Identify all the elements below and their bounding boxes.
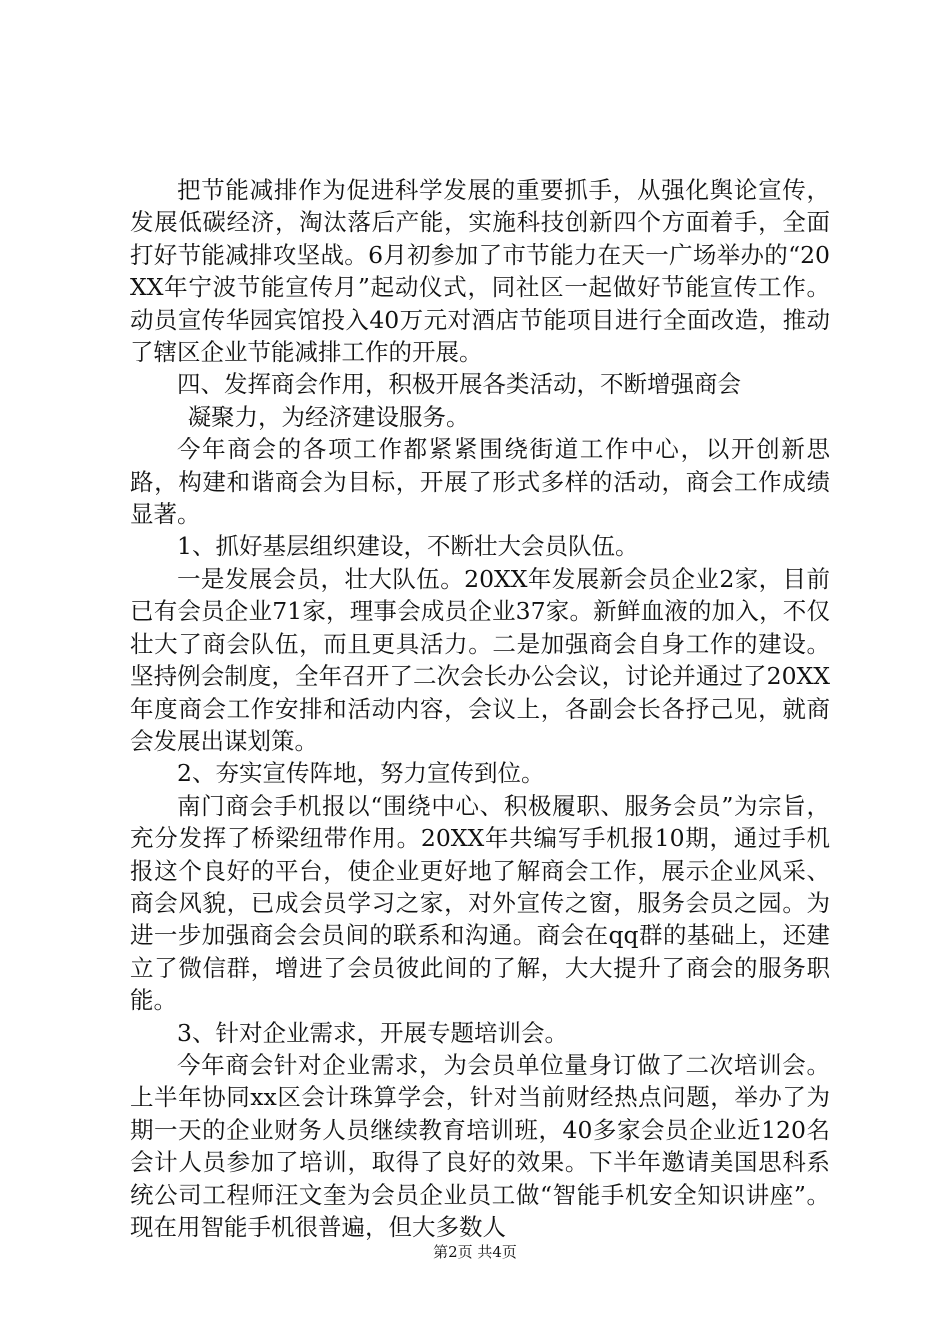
document-body xyxy=(130,174,830,1243)
page-number-footer: 第2页 共4页 xyxy=(433,1243,517,1261)
paragraph-energy-saving: 把节能减排作为促进科学发展的重要抓手，从强化舆论宣传，发展低碳经济，淘汰落后产能，实施科技创新四个方面着手，全面打好节能减排攻坚战。6月初参加了市节能力在天一广场举办的“20XX年宁波节能宣传月”起动仪式，同社区一起做好节能宣传工作。动员宣传华园宾馆投入40万元对酒店节能项目进行全面改造，推动了辖区企业节能减排工作的开展。 xyxy=(130,176,830,367)
subheading-1: 1、抓好基层组织建设，不断壮大会员队伍。 xyxy=(177,532,639,561)
section-heading-four-continued: 凝聚力，为经济建设服务。 xyxy=(187,402,470,431)
subheading-3: 3、针对企业需求，开展专题培训会。 xyxy=(177,1018,568,1047)
paragraph-publicity: 南门商会手机报以“围绕中心、积极履职、服务会员”为宗旨，充分发挥了桥梁纽带作用。20XX年共编写手机报10期，通过手机报这个良好的平台，使企业更好地了解商会工作，展示企业风采、商会风貌，已成会员学习之家，对外宣传之窗，服务会员之园。为进一步加强商会会员间的联系和沟通。商会在qq群的基础上，还建立了微信群，增进了会员彼此间的了解，大大提升了商会的服务职能。 xyxy=(130,791,830,1015)
paragraph-chamber-overview: 今年商会的各项工作都紧紧围绕街道工作中心，以开创新思路，构建和谐商会为目标，开展了形式多样的活动，商会工作成绩显著。 xyxy=(130,435,830,529)
paragraph-training: 今年商会针对企业需求，为会员单位量身订做了二次培训会。上半年协同xx区会计珠算学会，针对当前财经热点问题，举办了为期一天的企业财务人员继续教育培训班，40多家会员企业近120名会计人员参加了培训，取得了良好的效果。下半年邀请美国思科系统公司工程师汪文奎为会员企业员工做“智能手机安全知识讲座”。现在用智能手机很普遍，但大多数人 xyxy=(130,1050,830,1241)
subheading-2: 2、夯实宣传阵地，努力宣传到位。 xyxy=(177,759,545,788)
section-heading-four: 四、发挥商会作用，积极开展各类活动，不断增强商会 xyxy=(177,370,741,399)
paragraph-membership: 一是发展会员，壮大队伍。20XX年发展新会员企业2家，目前已有会员企业71家，理事会成员企业37家。新鲜血液的加入，不仅壮大了商会队伍，而且更具活力。二是加强商会自身工作的建设。坚持例会制度，全年召开了二次会长办公会议，讨论并通过了20XX年度商会工作安排和活动内容，会议上，各副会长各抒己见，就商会发展出谋划策。 xyxy=(130,564,830,755)
